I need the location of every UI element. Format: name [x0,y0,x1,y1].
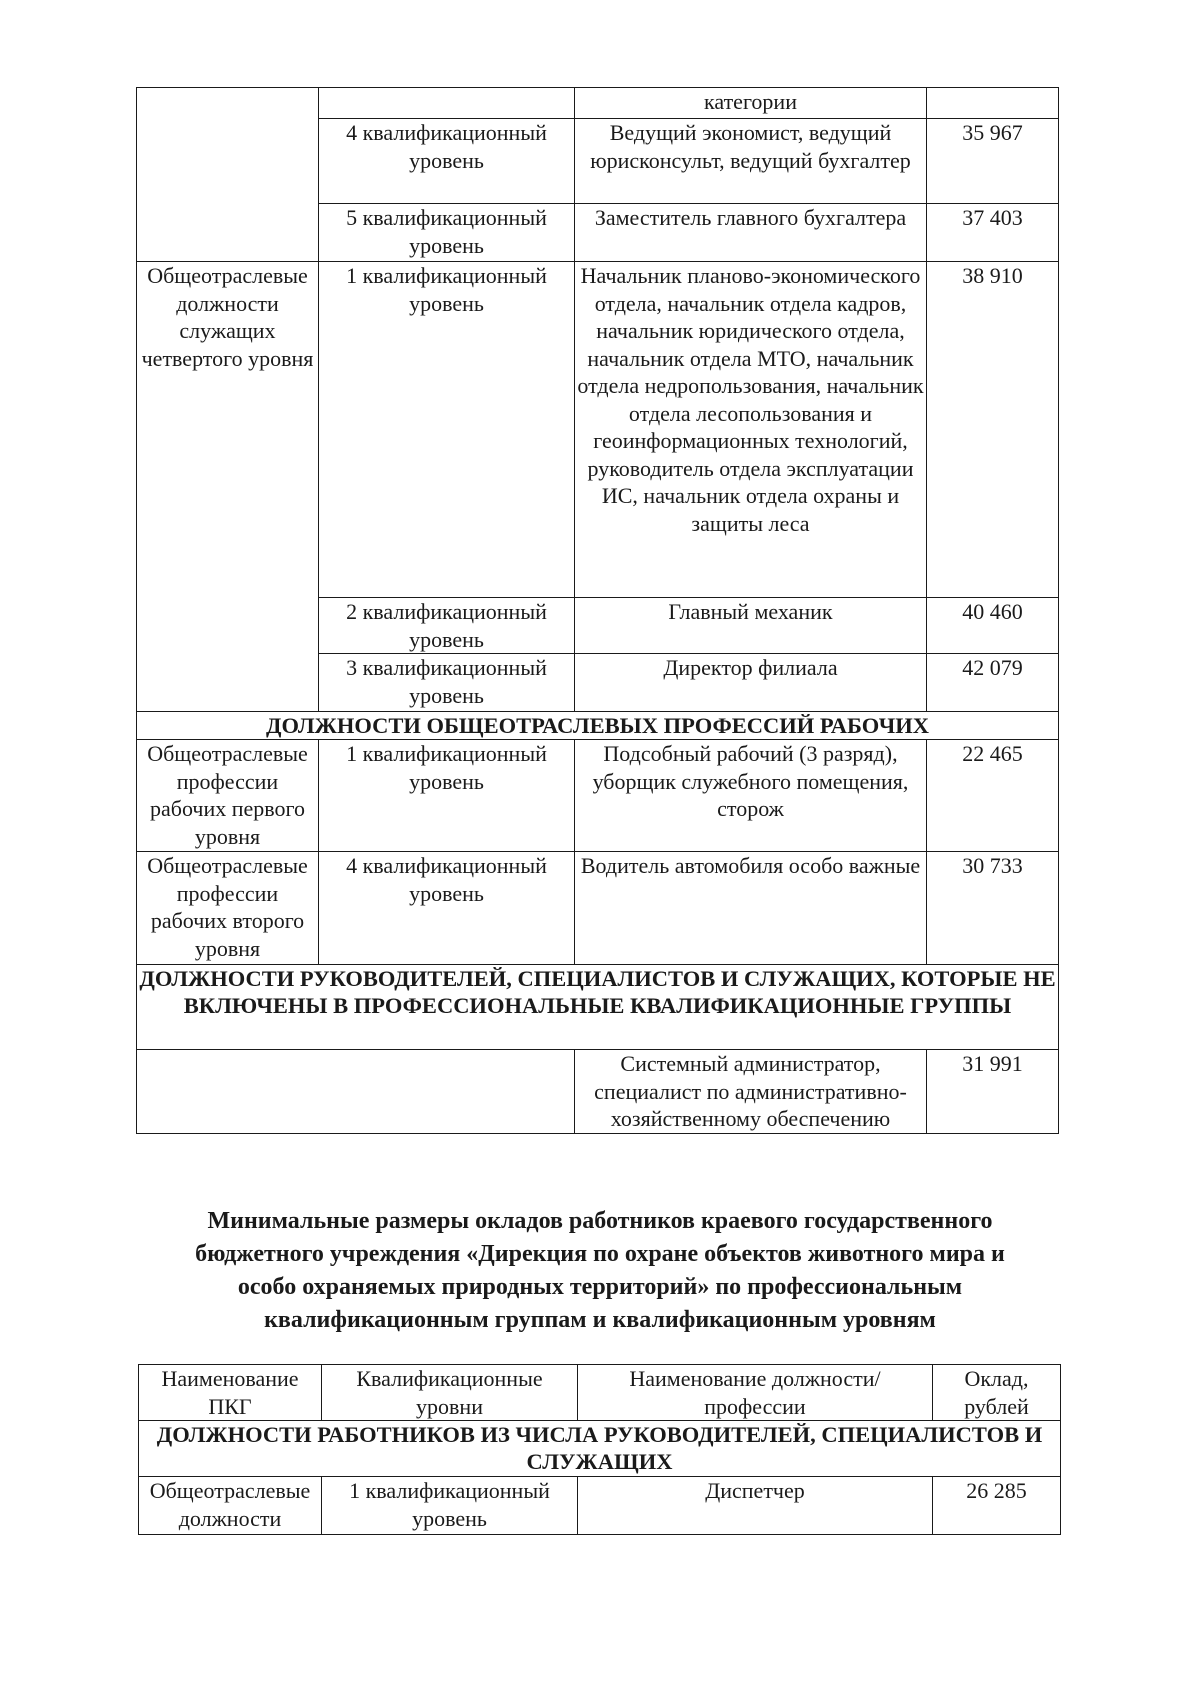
column-header: Наименование ПКГ [139,1365,322,1421]
position-cell: Главный механик [575,598,927,654]
salary-cell: 40 460 [927,598,1059,654]
salary-cell [927,88,1059,119]
group-cell: Общеотраслевые должности служащих четвертого уровня [137,262,319,712]
level-cell: 4 квалификационный уровень [319,119,575,204]
level-cell: 1 квалификационный уровень [322,1477,578,1535]
section-heading-managers: ДОЛЖНОСТИ РАБОТНИКОВ ИЗ ЧИСЛА РУКОВОДИТЕЛЕЙ, СПЕЦИАЛИСТОВ И СЛУЖАЩИХ [139,1421,1061,1477]
position-cell: Водитель автомобиля особо важные [575,852,927,965]
position-cell: Начальник планово-экономического отдела, начальник отдела кадров, начальник юридического отдела, начальник отдела МТО, начальник отдела недропользования, начальник отдела лесопользования и геоинформационных технологий, руководитель отдела эксплуатации ИС, начальник отдела охраны и защиты леса [575,262,927,598]
section-title [120,1205,1080,1337]
group-cell: Общеотраслевые профессии рабочих второго уровня [137,852,319,965]
empty-group-cell [137,1050,575,1134]
title-line: бюджетного учреждения «Дирекция по охране объектов животного мира и [195,1241,1005,1267]
group-cell-continued [137,88,319,262]
column-header: Оклад, рублей [933,1365,1061,1421]
group-cell: Общеотраслевые должности [139,1477,322,1535]
position-cell: Диспетчер [578,1477,933,1535]
salary-table [138,1364,1061,1535]
level-cell: 4 квалификационный уровень [319,852,575,965]
position-cell: Директор филиала [575,654,927,712]
salary-cell: 38 910 [927,262,1059,598]
level-cell: 5 квалификационный уровень [319,204,575,262]
level-cell: 3 квалификационный уровень [319,654,575,712]
salary-cell: 26 285 [933,1477,1061,1535]
salary-cell: 22 465 [927,740,1059,852]
section-heading-other: ДОЛЖНОСТИ РУКОВОДИТЕЛЕЙ, СПЕЦИАЛИСТОВ И СЛУЖАЩИХ, КОТОРЫЕ НЕ ВКЛЮЧЕНЫ В ПРОФЕССИОНАЛЬНЫЕ КВАЛИФИКАЦИОННЫЕ ГРУППЫ [137,965,1059,1050]
position-cell: Ведущий экономист, ведущий юрисконсульт, ведущий бухгалтер [575,119,927,204]
title-line: квалификационным группам и квалификационным уровням [264,1307,936,1333]
salary-table-continued [136,87,1059,1134]
salary-cell: 42 079 [927,654,1059,712]
level-cell: 2 квалификационный уровень [319,598,575,654]
salary-cell: 35 967 [927,119,1059,204]
position-cell: Подсобный рабочий (3 разряд), уборщик служебного помещения, сторож [575,740,927,852]
section-heading-workers: ДОЛЖНОСТИ ОБЩЕОТРАСЛЕВЫХ ПРОФЕССИЙ РАБОЧИХ [137,712,1059,740]
level-cell [319,88,575,119]
salary-cell: 37 403 [927,204,1059,262]
title-line: особо охраняемых природных территорий» по профессиональным [237,1274,963,1300]
column-header: Квалификационные уровни [322,1365,578,1421]
level-cell: 1 квалификационный уровень [319,740,575,852]
position-cell: Системный администратор, специалист по административно-хозяйственному обеспечению [575,1050,927,1134]
column-header: Наименование должности/профессии [578,1365,933,1421]
title-line: Минимальные размеры окладов работников краевого государственного [207,1208,993,1234]
salary-cell: 30 733 [927,852,1059,965]
salary-cell: 31 991 [927,1050,1059,1134]
group-cell: Общеотраслевые профессии рабочих первого уровня [137,740,319,852]
position-cell: Заместитель главного бухгалтера [575,204,927,262]
level-cell: 1 квалификационный уровень [319,262,575,598]
position-cell: категории [575,88,927,119]
